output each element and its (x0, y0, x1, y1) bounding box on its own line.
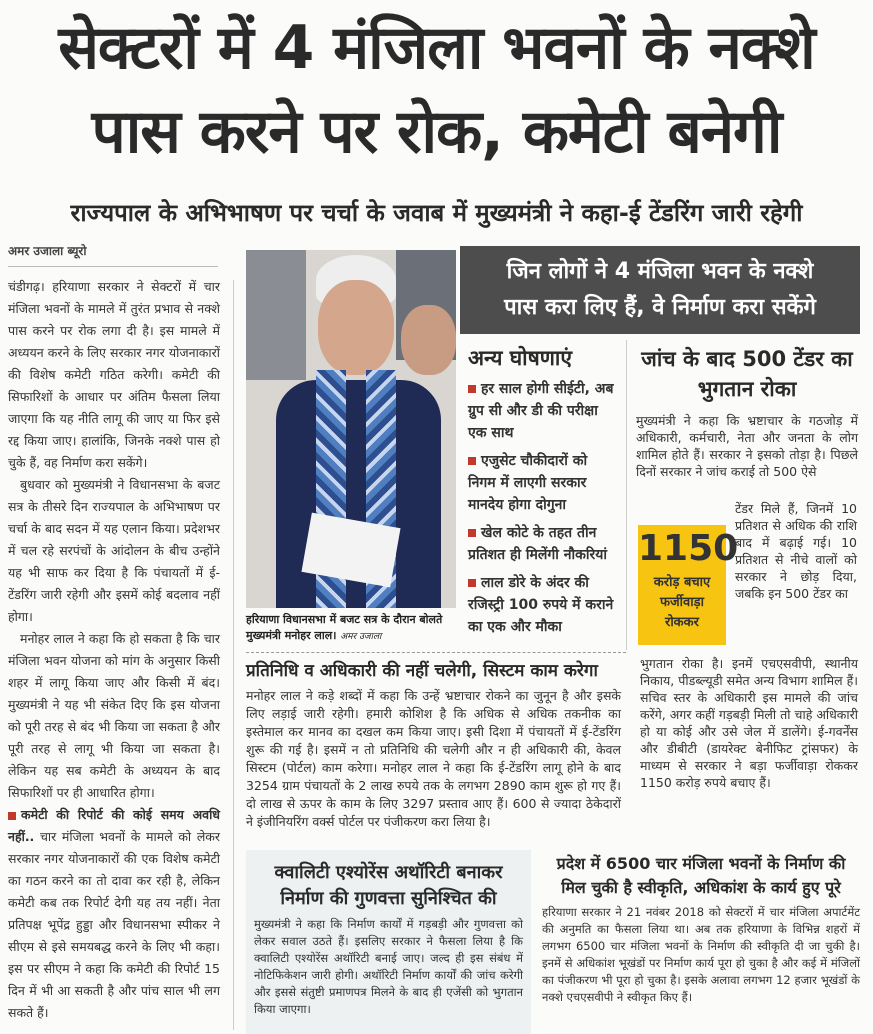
announcement-item: खेल कोटे के तहत तीन प्रतिशत ही मिलेंगी नौकरियां (468, 525, 607, 563)
column-rule (233, 280, 234, 1030)
photo-caption: हरियाणा विधानसभा में बजट सत्र के दौरान बोलते मुख्यमंत्री मनोहर लाल। अमर उजाला (246, 613, 443, 642)
headline-line-1: सेक्टरों में 4 मंजिला भवनों के नक्शे (58, 13, 815, 83)
photo-credit: अमर उजाला (340, 632, 382, 642)
paragraph: चंडीगढ़। हरियाणा सरकार ने सेक्टरों में चार मंजिला भवनों के मामले में तुरंत प्रभाव से नक्शे पास करने पर रोक लगा दी है। इस मामले में अध्ययन करने के लिए सरकार नगर योजनाकारों की विशेष कमेटी गठित करेगी। कमेटी की सिफारिशों के आधार पर अंतिम फैसला लिया जाएगा कि यह नीति लागू की जाए या फिर इसे रद्द किया जाए। हालांकि, जिनके नक्शे पास हो चुके हैं, वह निर्माण करा सकेंगे। (8, 279, 220, 470)
quality-story (246, 850, 531, 1034)
quality-title: क्वालिटी एश्योरेंस अथॉरिटी बनाकर निर्माण की गुणवत्ता सुनिश्चित की (274, 862, 503, 909)
paragraph (8, 804, 220, 1024)
announcement-item: लाल डोरे के अंदर की रजिस्ट्री 100 रुपये में कराने का एक और मौका (468, 575, 614, 635)
announcement-item: एजुसेट चौकीदारों को निगम में लाएगी सरकार मानदेय होगा दोगुना (468, 453, 588, 513)
divider (8, 266, 218, 267)
paragraph-text: चार मंजिला भवनों के मामले को लेकर सरकार नगर योजनाकारों की एक विशेष कमेटी का गठन करने का तो दावा कर रही है, लेकिन कमेटी कब तक रिपोर्ट देगी यह तय नहीं। नेता प्रतिपक्ष भूपेंद्र हुड्डा और विधानसभा स्पीकर ने सीएम से इसे समयबद्ध करने के लिए भी कहा। इस पर सीएम ने कहा कि कमेटी की रिपोर्ट 15 दिन में भी आ सकती है और पांच साल भी लग सकते हैं। (8, 829, 221, 1020)
stat-label: करोड़ बचाए फर्जीवाड़ा रोककर (653, 575, 711, 630)
headline-line-2: पास करने पर रोक, कमेटी बनेगी (91, 97, 782, 167)
paragraph: मनोहर लाल ने कड़े शब्दों में कहा कि उन्हें भ्रष्टाचार रोकने का जुनून है और इसके लिए लड़ाई जारी रहेगी। हमारी कोशिश है कि अधिक से अधिक तकनीक का इस्तेमाल कर मानव का दखल कम किया जाए। इसी दिशा में पंचायतों में ई-टेंडरिंग शुरू की गई है। इसमें न तो प्रतिनिधि की चलेगी और न ही अधिकारी की, केवल सिस्टम (पोर्टल) काम करेगा। मनोहर लाल ने कहा कि ई-टेंडरिंग लागू होने के बाद 3254 ग्राम पंचायतों के 2 लाख रुपये तक के लगभग 2890 काम शुरू हो गए हैं। दो लाख से ऊपर के काम के लिए 3297 प्रस्ताव आए हैं। 600 से ज्यादा ठेकेदारों ने इंजीनियरिंग वर्क्स पोर्टल पर पंजीकरण करा लिया है। (246, 688, 621, 829)
column-rule (626, 340, 627, 650)
paragraph: भुगतान रोका है। इनमें एचएसवीपी, स्थानीय निकाय, पीडब्ल्यूडी समेत अन्य विभाग शामिल हैं। सचिव स्तर के अधिकारी इस मामले की जांच करेंगे, अगर कहीं गड़बड़ी मिली तो चाहे अधिकारी हो या कोई और उसे जेल में डालेंगे। ई-गवर्नेंस और डीबीटी (डायरेक्ट बेनीफिट ट्रांसफर) के माध्यम से सरकार ने बड़ा फर्जीवाड़ा रोककर 1150 करोड़ रुपये बचाए हैं। (640, 656, 858, 790)
paragraph: बुधवार को मुख्यमंत्री ने विधानसभा के बजट सत्र के तीसरे दिन राज्यपाल के अभिभाषण पर चर्चा के बाद सदन में यह एलान किया। प्रदेशभर में चल रहे सरपंचों के आंदोलन के बीच उन्होंने यह भी साफ कर दिया है कि पंचायतों में ई-टेंडरिंग जारी रहेगी और इसमें कोई बदलाव नहीं होगा। (8, 477, 220, 624)
paragraph: टेंडर मिले हैं, जिनमें 10 प्रतिशत से अधिक की राशि बाद में बढ़ाई गई। 10 प्रतिशत से नीचे वालों को सरकार ने छोड़ दिया, जबकि इन 500 टेंडर का (735, 501, 857, 601)
paragraph: हरियाणा सरकार ने 21 नवंबर 2018 को सेक्टरों में चार मंजिला अपार्टमेंट की अनुमति का फैसला लिया था। अब तक हरियाणा के विभिन्न शहरों में लगभग 6500 चार मंजिला भवनों के निर्माण की स्वीकृति दी जा चुकी है। इनमें से अधिकांश भूखंडों पर निर्माण कार्य पूरा हो चुका है और कई में मंजिलों का पंजीकरण भी पूरा हो चुका है। इसके अलावा लगभग 12 हजार भूखंडों के नक्शे एचएसवीपी ने स्वीकृत किए हैं। (542, 905, 860, 1004)
tender-title: जांच के बाद 500 टेंडर का भुगतान रोका (641, 347, 853, 401)
approval-story (542, 852, 860, 1006)
announcement-item: हर साल होगी सीईटी, अब ग्रुप सी और डी की परीक्षा एक साथ (468, 381, 614, 441)
subhead-lead: कमेटी की रिपोर्ट की कोई समय अवधि नहीं.. (8, 807, 220, 844)
system-title: प्रतिनिधि व अधिकारी की नहीं चलेगी, सिस्टम काम करेगा (246, 661, 598, 681)
photo-chief-minister (246, 250, 456, 608)
stat-number: 1150 (638, 528, 739, 569)
paragraph: मुख्यमंत्री ने कहा कि भ्रष्टाचार के गठजोड़ में अधिकारी, कर्मचारी, नेता और जनता के लोग शामिल होते हैं। सरकार ने इसको तोड़ा है। पिछले दिनों सरकार ने जांच कराई तो 500 ऐसे (636, 413, 858, 479)
paragraph: मुख्यमंत्री ने कहा कि निर्माण कार्यों में गड़बड़ी और गुणवत्ता को लेकर सवाल उठते हैं। इसलिए सरकार ने फैसला लिया है कि क्वालिटी एश्योरेंस अथॉरिटी बनाई जाए। जल्द ही इस संबंध में नोटिफिकेशन जारी होगी। अथॉरिटी निर्माण कार्यों की जांच करेगी और इससे संतुष्टी प्रमाणपत्र मिलने के बाद ही एजेंसी को भुगतान किया जाएगा। (254, 917, 523, 1016)
bullet-icon (8, 812, 16, 820)
tender-story (636, 344, 858, 480)
subheadline: राज्यपाल के अभिभाषण पर चर्चा के जवाब में मुख्यमंत्री ने कहा-ई टेंडरिंग जारी रहेगी (70, 199, 803, 227)
approval-title: प्रदेश में 6500 चार मंजिला भवनों के निर्माण की मिल चुकी है स्वीकृति, अधिकांश के कार्य हुए पूरे (556, 854, 846, 897)
other-announcements (468, 344, 618, 638)
divider (246, 652, 626, 653)
left-column (8, 276, 220, 1024)
announcements-title: अन्य घोषणाएं (468, 346, 572, 370)
stat-box (638, 525, 739, 645)
highlight-line-1: जिन लोगों ने 4 मंजिला भवन के नक्शे (506, 259, 814, 284)
paragraph: मनोहर लाल ने कहा कि हो सकता है कि चार मंजिला भवन योजना को मांग के अनुसार किसी शहर में लागू किया जाए और किसी में बंद। मुख्यमंत्री ने यह भी संकेत दिए कि इस योजना को पूरी तरह से बंद भी किया जा सकता है और पूरी तरह से लागू भी किया जा सकता है। लेकिन यह सब कमेटी के अध्ययन के बाद सिफारिशों पर ही आधारित होगा। (8, 631, 220, 800)
highlight-box (460, 246, 860, 334)
highlight-line-2: पास करा लिए हैं, वे निर्माण करा सकेंगे (504, 295, 816, 320)
byline: अमर उजाला ब्यूरो (8, 244, 87, 258)
system-story (246, 658, 621, 831)
